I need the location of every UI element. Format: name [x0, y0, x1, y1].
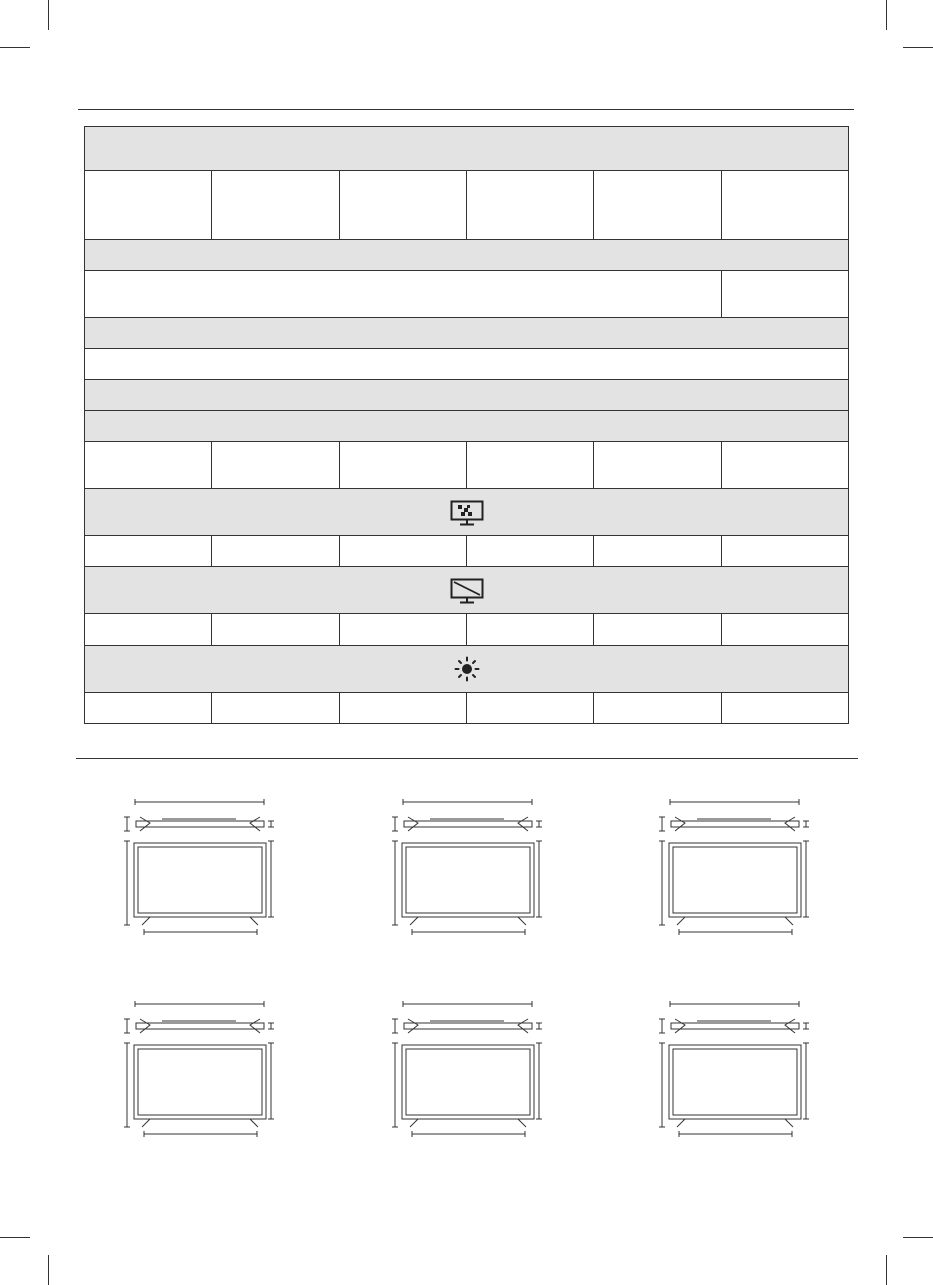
energy-value: [721, 535, 849, 567]
crop-mark: [903, 1237, 933, 1238]
energy-value: [466, 535, 594, 567]
column-header: [721, 170, 849, 240]
energy-value: [211, 613, 340, 646]
column-header: [339, 170, 467, 240]
tv-dimension-diagram: [122, 997, 282, 1142]
energy-section-header: [84, 566, 849, 614]
energy-value: [593, 692, 722, 724]
tv-dimension-diagram: [390, 795, 550, 940]
model-cell: [84, 441, 212, 489]
energy-value: [84, 613, 212, 646]
model-cell: [211, 441, 340, 489]
crop-mark: [48, 0, 49, 30]
model-cell: [593, 441, 722, 489]
tv-dimension-diagram: [657, 795, 817, 940]
sun-brightness-icon: [454, 656, 480, 682]
energy-section-header: [84, 645, 849, 693]
model-cell: [721, 441, 849, 489]
monitor-pixel-icon: [450, 500, 484, 526]
model-cell: [466, 441, 594, 489]
spec-table: [84, 126, 849, 724]
section-header: [84, 379, 849, 411]
energy-value: [211, 692, 340, 724]
row-label: [84, 270, 722, 318]
tv-dimension-diagram: [657, 997, 817, 1142]
section-header: [84, 239, 849, 271]
monitor-off-icon: [450, 578, 484, 604]
crop-mark: [903, 47, 933, 48]
energy-value: [721, 692, 849, 724]
tv-dimension-diagram: [390, 997, 550, 1142]
tv-dimension-diagram: [122, 795, 282, 940]
crop-mark: [0, 47, 30, 48]
energy-value: [84, 692, 212, 724]
column-header: [211, 170, 340, 240]
crop-mark: [0, 1237, 30, 1238]
top-rule: [78, 109, 854, 110]
model-cell: [339, 441, 467, 489]
energy-value: [593, 613, 722, 646]
section-header: [84, 317, 849, 349]
column-header: [466, 170, 594, 240]
section-header: [84, 410, 849, 442]
energy-value: [339, 692, 467, 724]
energy-value: [339, 613, 467, 646]
text-row: [84, 348, 849, 380]
energy-value: [593, 535, 722, 567]
energy-value: [339, 535, 467, 567]
energy-value: [84, 535, 212, 567]
column-header: [593, 170, 722, 240]
section-rule: [76, 758, 858, 759]
crop-mark: [48, 1255, 49, 1285]
energy-value: [466, 692, 594, 724]
crop-mark: [886, 1255, 887, 1285]
energy-value: [466, 613, 594, 646]
table-title: [84, 126, 849, 171]
energy-section-header: [84, 488, 849, 536]
energy-value: [721, 613, 849, 646]
column-header: [84, 170, 212, 240]
row-value: [721, 270, 849, 318]
energy-value: [211, 535, 340, 567]
crop-mark: [886, 0, 887, 30]
